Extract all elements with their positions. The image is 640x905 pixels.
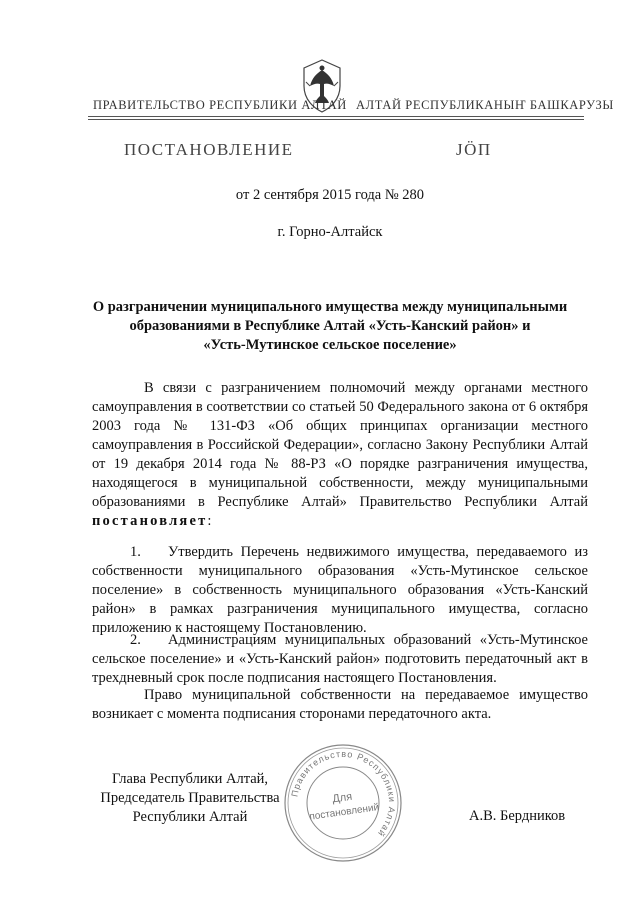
stamp-center-text: постановлений [308,802,380,823]
decree-word: постановляет [92,513,208,529]
list-item-text: Утвердить Перечень недвижимого имущества, передаваемого из собственности муниципального образования «Усть-Мутинское сельское поселение» в собственность муниципального образования «Усть-Канский район» в рамках разграничения муниципального имущества, согласно приложению к настоящему Постановлению. [92,544,588,636]
closing-paragraph: Право муниципальной собственности на передаваемое имущество возникает с момента подписания сторонами передаточного акта. [92,687,588,722]
signature-title-block [100,770,280,827]
signature-title-line: Республики Алтай [132,809,248,825]
header-rule [88,119,584,120]
signature-title-line: Глава Республики Алтай, [111,771,269,787]
list-item [92,543,588,638]
decree-colon: : [207,513,212,529]
title-line: «Усть-Мутинское сельское поселение» [203,337,457,353]
list-item-number: 1. [130,544,141,560]
preamble-paragraph [92,379,588,531]
list-item-number: 2. [130,632,141,648]
document-type-russian: ПОСТАНОВЛЕНИЕ [124,140,294,159]
stamp-ring-text: Правительство Республики Алтай [289,748,398,839]
header-rule [88,116,584,117]
preamble-text: В связи с разграничением полномочий между органами местного самоуправления в соответствии со статьей 50 Федерального закона от 6 октября 2003 года № 131-ФЗ «Об общих принципах организации местного самоуправления в Российской Федерации», согласно Закону Республики Алтай от 19 декабря 2014 года № 88-РЗ «О порядке разграничения имущества, находящегося в муниципальной собственности, между муниципальными образованиями в Республике Алтай» Правительство Республики Алтай [92,380,588,510]
government-name-altai: АЛТАЙ РЕСПУБЛИКАНЫҤ БАШКАРУЗЫ [356,98,614,112]
document-city: г. Горно-Алтайск [277,224,383,240]
title-line: образованиями в Республике Алтай «Усть-Канский район» и [129,318,531,334]
stamp-center-text: Для [331,790,353,806]
official-stamp [281,741,405,865]
document-type-altai: JӦП [456,140,492,159]
document-title [80,298,580,355]
list-item [92,631,588,688]
document-date-number: от 2 сентября 2015 года № 280 [235,187,425,203]
government-name-russian: ПРАВИТЕЛЬСТВО РЕСПУБЛИКИ АЛТАЙ [93,98,347,112]
title-line: О разграничении муниципального имущества между муниципальными [92,299,568,315]
list-item-text: Администрациям муниципальных образований «Усть-Мутинское сельское поселение» и «Усть-Канский район» подготовить передаточный акт в трехдневный срок после подписания настоящего Постановления. [92,632,588,686]
signer-name: А.В. Бердников [469,808,566,824]
signature-title-line: Председатель Правительства [100,790,280,806]
